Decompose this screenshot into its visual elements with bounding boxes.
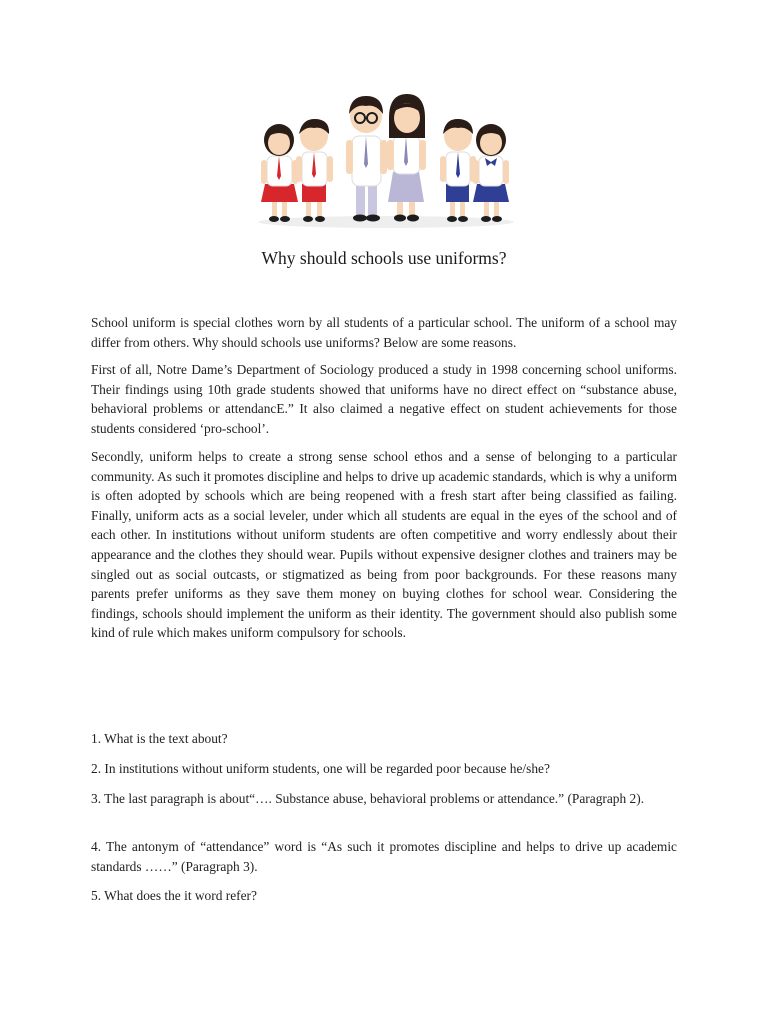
page-title: Why should schools use uniforms? — [261, 248, 507, 268]
question-item: 2. In institutions without uniform students, one will be regarded poor because he/she? — [91, 761, 550, 776]
boy-red-shorts-figure — [296, 119, 333, 222]
students-in-uniform-illustration — [252, 88, 520, 230]
ground-shadow — [258, 216, 514, 228]
girl-blue-skirt-figure — [473, 124, 509, 222]
paragraph-reasons: Secondly, uniform helps to create a strong sense school ethos and a sense of belonging to a particular community. As such it promotes discipline and helps to drive up academic standards, which is why a uniform is often adopted by schools which are being reopened with a fresh start after being classified as failing. Finally, uniform acts as a social leveler, under which all students are equal in the eyes of the school and of each other. In institutions without uniform students are often competitive and worry endlessly about their appearance and the clothes they should wear. Pupils without expensive designer clothes and trainers may be singled out as social outcasts, or stigmatized as being from poor backgrounds. For these reasons many parents prefer uniforms as they save them money on buying clothes for school wear. Considering the findings, schools should implement the uniform as their identity. The government should also publish some kind of rule which makes uniform compulsory for schools. — [91, 449, 677, 641]
girl-red-skirt-figure — [261, 124, 298, 222]
question-item: 1. What is the text about? — [91, 731, 228, 746]
paragraph-introduction: School uniform is special clothes worn by all students of a particular school. The uniform of a school may differ from others. Why should schools use uniforms? Below are some reasons. — [91, 315, 677, 350]
boy-blue-shorts-figure — [440, 119, 476, 222]
boy-with-glasses-figure — [346, 96, 387, 222]
question-item: 3. The last paragraph is about“…. Substance abuse, behavioral problems or attendance.” (Paragraph 2). — [91, 791, 645, 806]
girl-lavender-skirt-figure — [387, 94, 426, 222]
question-item: 5. What does the it word refer? — [91, 888, 257, 903]
paragraph-study-findings: First of all, Notre Dame’s Department of Sociology produced a study in 1998 concerning school uniforms. Their findings using 10th grade students showed that uniforms have no direct effect on “substance abuse, behavioral problems or attendancE.” It also claimed a negative effect on student achievements for those students considered ‘pro-school’. — [91, 362, 677, 436]
question-item: 4. The antonym of “attendance” word is “As such it promotes discipline and helps to drive up academic standards ……” (Paragraph 3). — [91, 839, 677, 874]
